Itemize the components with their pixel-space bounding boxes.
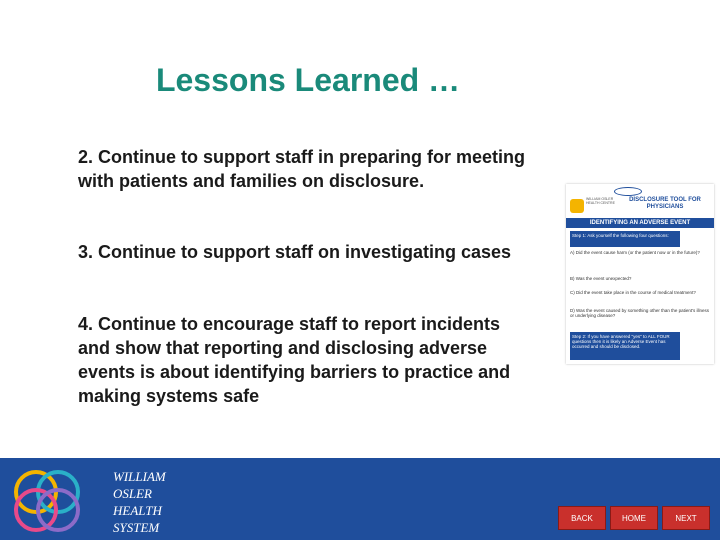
org-line-1: WILLIAM	[113, 469, 166, 484]
next-button[interactable]: NEXT	[662, 506, 710, 530]
brochure-band: IDENTIFYING AN ADVERSE EVENT	[566, 218, 714, 228]
org-line-4: SYSTEM	[113, 520, 160, 535]
home-button[interactable]: HOME	[610, 506, 658, 530]
lesson-point-3: 3. Continue to support staff on investigating cases	[78, 242, 512, 262]
slide-title: Lessons Learned …	[155, 62, 461, 98]
brochure-question-b: B) Was the event unexpected?	[570, 276, 632, 281]
disclosure-tool-brochure	[566, 184, 714, 364]
brochure-question-d: D) Was the event caused by something other than the patient's illness or underlying disease?	[570, 308, 710, 318]
brochure-org: WILLIAM OSLER HEALTH CENTRE	[586, 197, 615, 205]
org-line-3: HEALTH	[113, 503, 162, 518]
brochure-question-a: A) Did the event cause harm (or the patient now or in the future)?	[570, 250, 700, 255]
brochure-question-c: C) Did the event take place in the course of medical treatment?	[570, 290, 696, 295]
organization-name	[113, 468, 166, 536]
osler-logo	[0, 458, 100, 540]
brochure-oval-icon	[614, 187, 642, 196]
brochure-logo-icon	[570, 199, 584, 213]
lesson-point-4: 4. Continue to encourage staff to report incidents and show that reporting and disclosing adverse events is about identifying barriers to practice and making systems safe	[78, 314, 511, 406]
brochure-title: DISCLOSURE TOOL FOR PHYSICIANS	[629, 197, 701, 210]
interlocking-circles-icon	[0, 458, 100, 540]
org-line-2: OSLER	[113, 486, 152, 501]
footer-bar	[0, 458, 720, 540]
brochure-step1: Step 1: Ask yourself the following four questions:	[570, 231, 680, 247]
brochure-step2: Step 2: If you have answered "yes" to ALL FOUR questions then it is likely an Adverse Event has occurred and should be disclosed.	[570, 332, 680, 360]
back-button[interactable]: BACK	[558, 506, 606, 530]
lesson-point-2: 2. Continue to support staff in preparing for meeting with patients and families on disclosure.	[78, 147, 526, 191]
